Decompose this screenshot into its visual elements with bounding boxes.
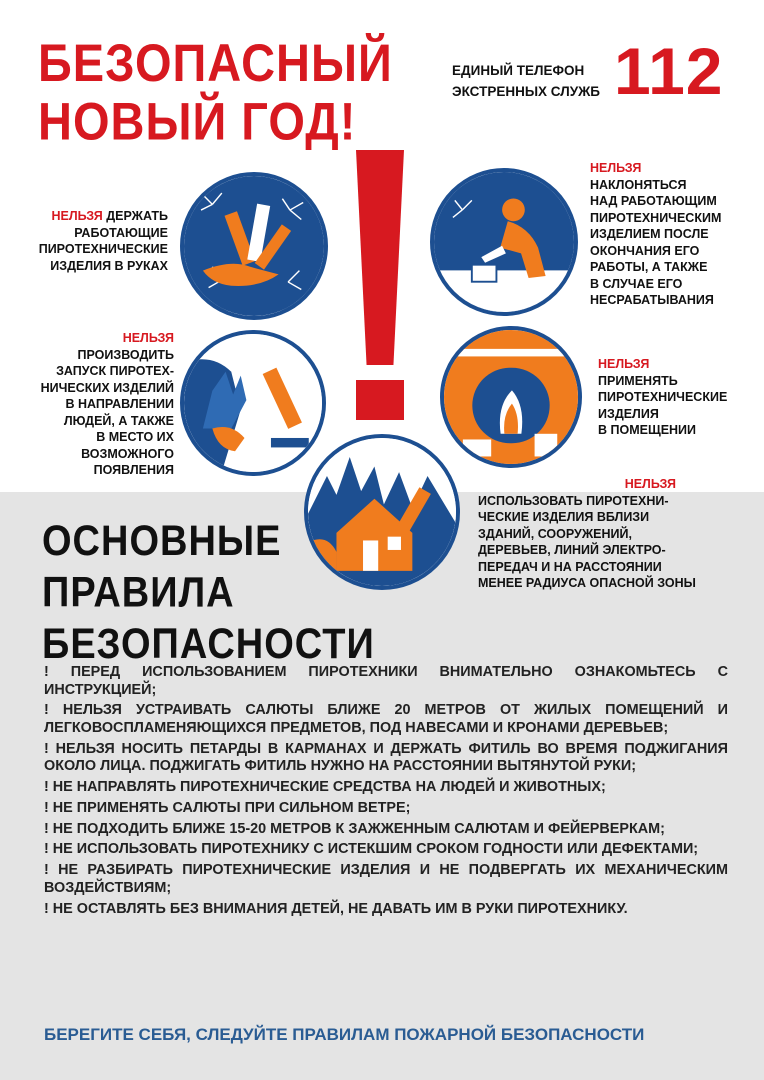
section-title-line-3: БЕЗОПАСНОСТИ (42, 621, 375, 669)
rule-1-line-3: ПИРОТЕХНИЧЕСКИЕ (38, 242, 168, 256)
safety-rule-1: ! ПЕРЕД ИСПОЛЬЗОВАНИЕМ ПИРОТЕХНИКИ ВНИМАТЕЛЬНО ОЗНАКОМЬТЕСЬ С ИНСТРУКЦИЕЙ; (44, 664, 728, 698)
page-title (38, 34, 393, 150)
safety-rule-8: ! НЕ РАЗБИРАТЬ ПИРОТЕХНИЧЕСКИЕ ИЗДЕЛИЯ И НЕ ПОДВЕРГАТЬ ИХ МЕХАНИЧЕСКИМ ВОЗДЕЙСТВИЯМ; (44, 862, 728, 896)
rule-4-line-2: ПИРОТЕХНИЧЕСКИЕ (598, 390, 728, 404)
rule-2-line-4: ИЗДЕЛИЕМ ПОСЛЕ (590, 227, 709, 241)
rule-2-prefix: НЕЛЬЗЯ (590, 161, 642, 175)
rule-4-line-1: ПРИМЕНЯТЬ (598, 373, 678, 388)
rule-3-line-5: ЛЮДЕЙ, А ТАКЖЕ (63, 413, 174, 428)
rule-2-line-2: НАД РАБОТАЮЩИМ (590, 194, 717, 208)
title-line-2: НОВЫЙ ГОД! (38, 91, 357, 151)
rule-3-line-1: ПРОИЗВОДИТЬ (77, 347, 174, 362)
rule-5-line-5: ПЕРЕДАЧ И НА РАССТОЯНИИ (478, 559, 662, 574)
phone-label-line-1: ЕДИНЫЙ ТЕЛЕФОН (452, 63, 585, 78)
rule-1-line-2: РАБОТАЮЩИЕ (74, 225, 168, 240)
rule-1 (28, 208, 168, 274)
section-title (42, 516, 375, 671)
rule-3-line-8: ПОЯВЛЕНИЯ (93, 463, 174, 477)
safety-rules-list (44, 664, 728, 921)
emergency-phone-label (452, 60, 600, 102)
person-over-firework-illustration-icon (430, 168, 578, 316)
rule-2 (590, 160, 760, 309)
rule-4-line-3: ИЗДЕЛИЯ (598, 406, 659, 421)
rule-4 (598, 356, 758, 439)
rule-2-line-8: НЕСРАБАТЫВАНИЯ (590, 293, 714, 307)
rule-5-line-6: МЕНЕЕ РАДИУСА ОПАСНОЙ ЗОНЫ (478, 576, 696, 590)
rule-3-line-2: ЗАПУСК ПИРОТЕХ- (56, 364, 174, 378)
emergency-phone-number: 112 (614, 34, 724, 108)
safety-rule-3: ! НЕЛЬЗЯ НОСИТЬ ПЕТАРДЫ В КАРМАНАХ И ДЕРЖАТЬ ФИТИЛЬ ВО ВРЕМЯ ПОДЖИГАНИЯ ОКОЛО ЛИЦА. ПОДЖИГАТЬ ФИТИЛЬ НУЖНО НА РАССТОЯНИИ ВЫТЯНУТОЙ РУКИ; (44, 740, 728, 775)
rule-5-line-2: ЧЕСКИЕ ИЗДЕЛИЯ ВБЛИЗИ (478, 510, 650, 524)
rule-3-line-4: В НАПРАВЛЕНИИ (65, 397, 174, 411)
section-title-line-1: ОСНОВНЫЕ (42, 518, 282, 566)
rule-3-line-6: В МЕСТО ИХ (96, 430, 174, 444)
rule-5-line-1: ИСПОЛЬЗОВАТЬ ПИРОТЕХНИ- (478, 493, 669, 508)
rule-5-line-3: ЗДАНИЙ, СООРУЖЕНИЙ, (478, 526, 632, 541)
rule-2-line-6: РАБОТЫ, А ТАКЖЕ (590, 260, 708, 274)
fireplace-firework-illustration-icon (440, 326, 582, 468)
safety-rule-7: ! НЕ ИСПОЛЬЗОВАТЬ ПИРОТЕХНИКУ С ИСТЕКШИМ СРОКОМ ГОДНОСТИ ИЛИ ДЕФЕКТАМИ; (44, 841, 699, 858)
rule-1-line-4: ИЗДЕЛИЯ В РУКАХ (50, 258, 168, 273)
exclamation-dot (356, 380, 404, 420)
rule-5 (478, 476, 718, 592)
rule-3 (40, 330, 174, 479)
rule-5-prefix: НЕЛЬЗЯ (624, 477, 676, 491)
crowd-firework-illustration-icon (180, 330, 326, 476)
phone-label-line-2: ЭКСТРЕННЫХ СЛУЖБ (452, 84, 600, 99)
safety-rule-5: ! НЕ ПРИМЕНЯТЬ САЛЮТЫ ПРИ СИЛЬНОМ ВЕТРЕ; (44, 799, 411, 816)
safety-rule-2: ! НЕЛЬЗЯ УСТРАИВАТЬ САЛЮТЫ БЛИЖЕ 20 МЕТРОВ ОТ ЖИЛЫХ ПОМЕЩЕНИЙ И ЛЕГКОВОСПЛАМЕНЯЮЩИХСЯ ПРЕДМЕТОВ, ПОД НАВЕСАМИ И КРОНАМИ ДЕРЕВЬЕВ; (44, 702, 728, 736)
exclamation-bar (356, 150, 404, 365)
safety-rule-4: ! НЕ НАПРАВЛЯТЬ ПИРОТЕХНИЧЕСКИЕ СРЕДСТВА НА ЛЮДЕЙ И ЖИВОТНЫХ; (44, 779, 606, 796)
rule-3-prefix: НЕЛЬЗЯ (122, 331, 174, 345)
rule-5-line-4: ДЕРЕВЬЕВ, ЛИНИЙ ЭЛЕКТРО- (478, 543, 666, 557)
rule-4-prefix: НЕЛЬЗЯ (598, 357, 650, 371)
rule-1-line-1: ДЕРЖАТЬ (106, 209, 168, 223)
rule-4-line-4: В ПОМЕЩЕНИИ (598, 423, 697, 437)
rule-2-line-7: В СЛУЧАЕ ЕГО (590, 276, 683, 291)
rule-2-line-1: НАКЛОНЯТЬСЯ (590, 177, 687, 192)
rule-3-line-3: НИЧЕСКИХ ИЗДЕЛИЙ (40, 380, 174, 395)
rule-2-line-5: ОКОНЧАНИЯ ЕГО (590, 243, 700, 258)
safety-rule-9: ! НЕ ОСТАВЛЯТЬ БЕЗ ВНИМАНИЯ ДЕТЕЙ, НЕ ДАВАТЬ ИМ В РУКИ ПИРОТЕХНИКУ. (44, 900, 628, 917)
title-line-1: БЕЗОПАСНЫЙ (38, 32, 393, 93)
rockets-in-hand-illustration-icon (180, 172, 328, 320)
section-title-line-2: ПРАВИЛА (42, 569, 235, 617)
rule-3-line-7: ВОЗМОЖНОГО (81, 446, 174, 461)
safety-rule-6: ! НЕ ПОДХОДИТЬ БЛИЖЕ 15-20 МЕТРОВ К ЗАЖЖЕННЫМ САЛЮТАМ И ФЕЙЕРВЕРКАМ; (44, 820, 665, 837)
footer-slogan: БЕРЕГИТЕ СЕБЯ, СЛЕДУЙТЕ ПРАВИЛАМ ПОЖАРНОЙ БЕЗОПАСНОСТИ (44, 1025, 645, 1044)
rule-2-line-3: ПИРОТЕХНИЧЕСКИМ (590, 210, 722, 225)
rule-1-prefix: НЕЛЬЗЯ (51, 209, 103, 223)
